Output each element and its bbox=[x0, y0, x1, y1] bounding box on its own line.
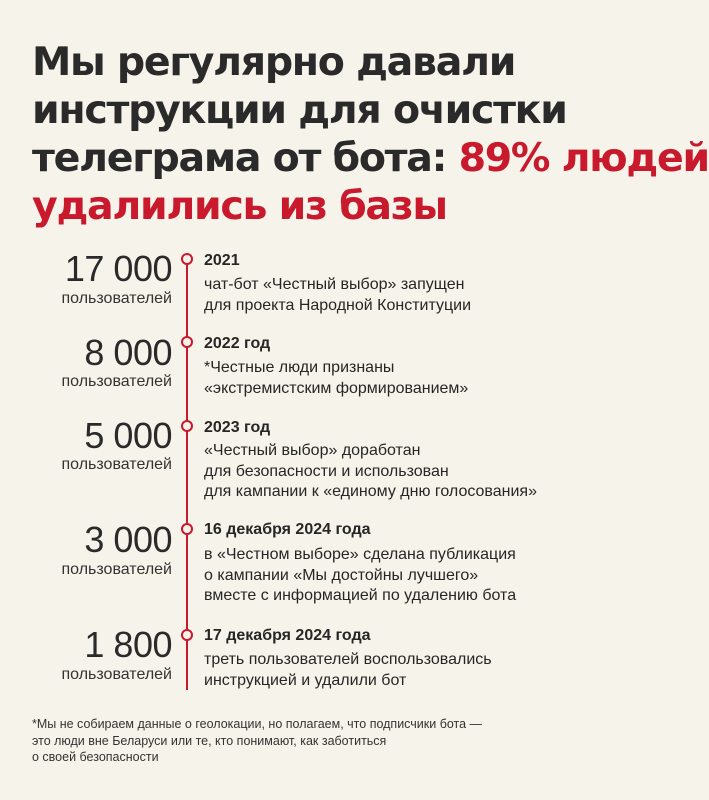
event-description-line: вместе с информацией по удалению бота bbox=[204, 587, 517, 604]
event-description bbox=[204, 441, 624, 503]
event-description-line: для проекта Народной Конституции bbox=[204, 296, 472, 314]
event-description bbox=[204, 650, 624, 691]
user-count: 5 000 bbox=[84, 415, 172, 456]
event-date: 16 декабря 2024 года bbox=[204, 521, 371, 538]
event-date: 2022 год bbox=[204, 335, 271, 352]
headline bbox=[32, 38, 709, 230]
event-description-line: в «Честном выборе» сделана публикация bbox=[204, 546, 516, 563]
event-description-line: о кампании «Мы достойны лучшего» bbox=[204, 566, 479, 584]
user-count-unit: пользователей bbox=[61, 373, 172, 390]
user-count: 1 800 bbox=[84, 624, 172, 665]
event-description bbox=[204, 545, 624, 607]
user-count-unit: пользователей bbox=[61, 290, 172, 307]
headline-line-3-text: телеграма от бота: bbox=[32, 135, 459, 181]
footnote-line: это люди вне Беларуси или те, кто понимают, как заботиться bbox=[32, 733, 387, 748]
user-count-unit: пользователей bbox=[61, 561, 172, 578]
event-description bbox=[204, 358, 624, 399]
event-date: 2023 год bbox=[204, 419, 271, 436]
event-description-line: *Честные люди признаны bbox=[204, 359, 395, 376]
footnote bbox=[32, 716, 612, 766]
user-count-unit: пользователей bbox=[61, 456, 172, 473]
footnote-line: о своей безопасности bbox=[32, 750, 159, 764]
event-description-line: «Честный выбор» доработан bbox=[204, 442, 421, 459]
event-description-line: для кампании к «единому дню голосования» bbox=[204, 483, 537, 500]
event-description-line: инструкцией и удалили бот bbox=[204, 671, 407, 689]
footnote-line: *Мы не собираем данные о геолокации, но полагаем, что подписчики бота — bbox=[32, 717, 483, 731]
headline-line-1: Мы регулярно давали bbox=[32, 39, 516, 85]
headline-line-4: удалились из базы bbox=[32, 183, 447, 229]
event-description-line: чат-бот «Честный выбор» запущен bbox=[204, 276, 465, 293]
timeline-dot bbox=[181, 336, 193, 348]
timeline-dot bbox=[181, 523, 193, 535]
event-description-line: для безопасности и использован bbox=[204, 462, 449, 480]
event-date: 17 декабря 2024 года bbox=[204, 627, 371, 644]
headline-line-3 bbox=[32, 134, 709, 182]
event-description-line: треть пользователей воспользовались bbox=[204, 651, 492, 668]
event-description-line: «экстремистским формированием» bbox=[204, 379, 469, 397]
timeline-line bbox=[186, 257, 188, 690]
user-count: 8 000 bbox=[84, 332, 172, 373]
timeline-dot bbox=[181, 420, 193, 432]
timeline-dot bbox=[181, 629, 193, 641]
timeline-dot bbox=[181, 253, 193, 265]
user-count: 3 000 bbox=[84, 519, 172, 560]
headline-highlight-percent: 89% людей bbox=[458, 135, 709, 181]
user-count: 17 000 bbox=[64, 248, 172, 289]
event-description bbox=[204, 275, 624, 316]
headline-line-2: инструкции для очистки bbox=[32, 87, 567, 133]
user-count-unit: пользователей bbox=[61, 666, 172, 683]
event-date: 2021 bbox=[204, 252, 240, 269]
